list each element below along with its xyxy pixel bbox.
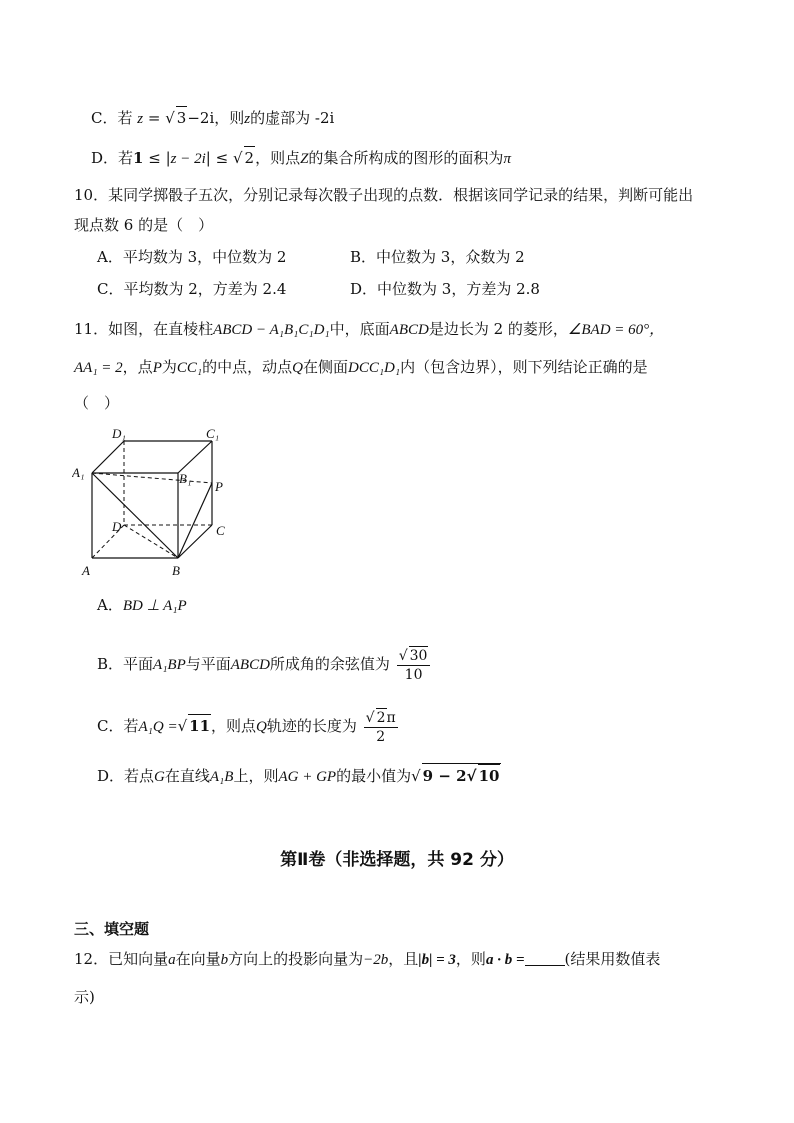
sqrt-icon: √ <box>398 648 408 664</box>
q11-angle: ∠BAD = 60°， <box>567 322 665 338</box>
q11-d-prefix: D．若点 <box>97 767 155 785</box>
q9-d-one: 1 <box>133 149 144 167</box>
q11-stem-g: 在侧面 <box>302 358 348 376</box>
q12-b: 在向量 <box>175 950 221 968</box>
q11-d-rad-a: 9 − 2 <box>422 767 467 785</box>
hidden-segment-a1p <box>92 473 212 483</box>
q12-norm: |b| = 3 <box>418 952 456 968</box>
q12-va: a <box>168 952 176 968</box>
q11-cc1: CC₁ <box>176 360 203 376</box>
label-p: P <box>215 479 223 494</box>
q9-c-z2: z <box>244 111 251 127</box>
q10-stem-line2: 现点数 6 的是（ ） <box>74 216 214 234</box>
q11-stem-e: 为 <box>161 358 177 376</box>
q9-c-suffix: 的虚部为 <box>250 109 311 127</box>
q12-line2: 示) <box>74 988 95 1006</box>
sqrt-icon: √ <box>177 717 188 735</box>
q12-dot: a · b = <box>485 952 525 968</box>
q12-answer-blank[interactable] <box>525 951 565 966</box>
q11-d-rad-b: 10 <box>478 764 501 787</box>
q9-c-eq: = <box>147 109 166 127</box>
edge-a1d1 <box>92 441 124 473</box>
q9-d-le1: ≤ | <box>143 149 171 167</box>
q9-c-rad: 3 <box>176 106 188 129</box>
q11-stem-h: 内（包含边界），则下列结论正确的是 <box>400 358 648 376</box>
q12-a: 12．已知向量 <box>74 950 169 968</box>
q11-c-num-pi: π <box>386 710 396 726</box>
q12-vb: b <box>220 952 229 968</box>
q9-d-pi: π <box>503 151 511 167</box>
q12-f: (结果用数值表 <box>564 950 661 968</box>
q9-c-prefix: C．若 <box>91 109 133 127</box>
q11-b-prefix: B．平面 <box>97 655 154 673</box>
label-c1: C₁ <box>206 426 220 441</box>
q11-b-suffix: 所成角的余弦值为 <box>269 655 390 673</box>
q11-d-expr: AG + GP <box>278 769 337 785</box>
q12-d: ，且 <box>388 950 419 968</box>
label-a: A <box>82 563 90 578</box>
sqrt-icon: √ <box>411 767 421 785</box>
q11-d-radicand <box>422 763 502 787</box>
label-d: D <box>112 519 122 534</box>
q11-option-b <box>97 646 432 684</box>
q11-stem-f: 的中点，动点 <box>202 358 293 376</box>
hidden-segment-bd <box>124 525 178 558</box>
q9-d-suffix: 的集合所构成的图形的面积为 <box>308 149 504 167</box>
q9-c-z: z <box>137 111 144 127</box>
q11-b-denominator: 10 <box>404 667 423 683</box>
q9-c-expr-right: −2i <box>187 109 215 127</box>
q12-e: ，则 <box>455 950 486 968</box>
q11-d-mid: 在直线 <box>164 767 210 785</box>
q9-d-prefix: D．若 <box>91 149 134 167</box>
q10-option-d: D．中位数为 3，方差为 2.8 <box>350 280 540 298</box>
q10-option-c: C．平均数为 2，方差为 2.4 <box>97 280 287 298</box>
q12-line1 <box>74 948 660 971</box>
q12-c: 方向上的投影向量为 <box>228 950 364 968</box>
q11-c-mid: ，则点 <box>211 717 257 735</box>
q11-c-rad: 11 <box>188 714 211 737</box>
sqrt-icon: √ <box>165 109 175 127</box>
q11-b-numerator <box>397 646 431 666</box>
q11-c-prefix: C．若 <box>97 717 139 735</box>
q10-stem-line1: 10．某同学掷骰子五次，分别记录每次骰子出现的点数．根据该同学记录的结果，判断可能出 <box>74 186 694 204</box>
q9-d-rad: 2 <box>244 146 256 169</box>
q11-b-plane1: A₁BP <box>153 657 186 673</box>
q11-a-expr: BD ⊥ A₁P <box>122 598 187 614</box>
section-heading: 三、填空题 <box>74 920 150 938</box>
q10-option-a: A．平均数为 3，中位数为 2 <box>97 248 287 266</box>
q11-b-plane2: ABCD <box>230 657 270 673</box>
q11-b-fraction <box>397 646 431 684</box>
label-d1: D₁ <box>112 426 126 441</box>
q9-d-le2: | ≤ <box>205 149 233 167</box>
q9-d-Z: Z <box>300 151 309 167</box>
q11-stem-line2 <box>74 356 648 379</box>
q11-d-G: G <box>154 769 165 785</box>
sqrt-icon: √ <box>232 149 243 167</box>
q11-c-denominator: 2 <box>376 729 386 745</box>
q11-option-d <box>97 763 501 788</box>
q9-d-abs: z − 2i <box>170 151 206 167</box>
q11-P: P <box>152 360 162 376</box>
q11-c-Q: Q <box>256 719 267 735</box>
q11-option-c <box>97 708 400 746</box>
q9-option-c <box>91 106 334 130</box>
q11-option-a <box>97 594 187 617</box>
q11-stem-line1 <box>74 318 664 341</box>
edge-b1c1 <box>178 441 212 473</box>
q11-b-num-rad: 30 <box>409 648 428 664</box>
q11-b-mid: 与平面 <box>185 655 231 673</box>
q11-stem-d: ，点 <box>122 358 153 376</box>
q11-aa1: AA₁ = 2 <box>74 360 123 376</box>
label-b1: B₁ <box>179 471 192 486</box>
prism-figure <box>72 425 232 580</box>
q11-d-line: A₁B <box>209 769 234 785</box>
q11-c-expr: A₁Q = <box>138 719 178 735</box>
q11-stem-paren: （ ） <box>74 394 120 412</box>
q11-c-numerator <box>364 708 398 728</box>
label-b: B <box>172 563 180 578</box>
q11-base: ABCD <box>389 322 429 338</box>
q11-Q: Q <box>292 360 303 376</box>
q10-option-b: B．中位数为 3，众数为 2 <box>350 248 525 266</box>
q9-c-mid: ，则 <box>214 109 245 127</box>
q11-d-suffix: 的最小值为 <box>336 767 412 785</box>
q9-option-d <box>91 146 511 170</box>
q12-proj: −2b <box>363 952 389 968</box>
q11-stem-a: 11．如图，在直棱柱 <box>74 320 214 338</box>
q11-c-suffix: 轨迹的长度为 <box>266 717 357 735</box>
q11-stem-c: 是边长为 2 的菱形， <box>428 320 568 338</box>
label-a1: A₁ <box>72 465 85 480</box>
sqrt-icon: √ <box>365 710 375 726</box>
segment-bp <box>178 483 212 558</box>
q11-stem-b: 中，底面 <box>329 320 390 338</box>
sqrt-icon: √ <box>466 767 477 785</box>
q11-face: DCC₁D₁ <box>347 360 401 376</box>
q11-c-fraction <box>364 708 398 746</box>
part2-title: 第Ⅱ卷（非选择题，共 92 分） <box>280 850 514 870</box>
q9-d-mid: ，则点 <box>255 149 301 167</box>
q11-prism: ABCD − A₁B₁C₁D₁ <box>213 322 330 338</box>
label-c: C <box>216 523 225 538</box>
segment-a1b <box>92 473 178 558</box>
q9-c-value: -2i <box>314 109 335 127</box>
edge-bc <box>178 525 212 558</box>
q11-d-mid2: 上，则 <box>233 767 279 785</box>
q11-c-num-rad: 2 <box>376 710 386 726</box>
q11-a-prefix: A． <box>97 596 123 614</box>
